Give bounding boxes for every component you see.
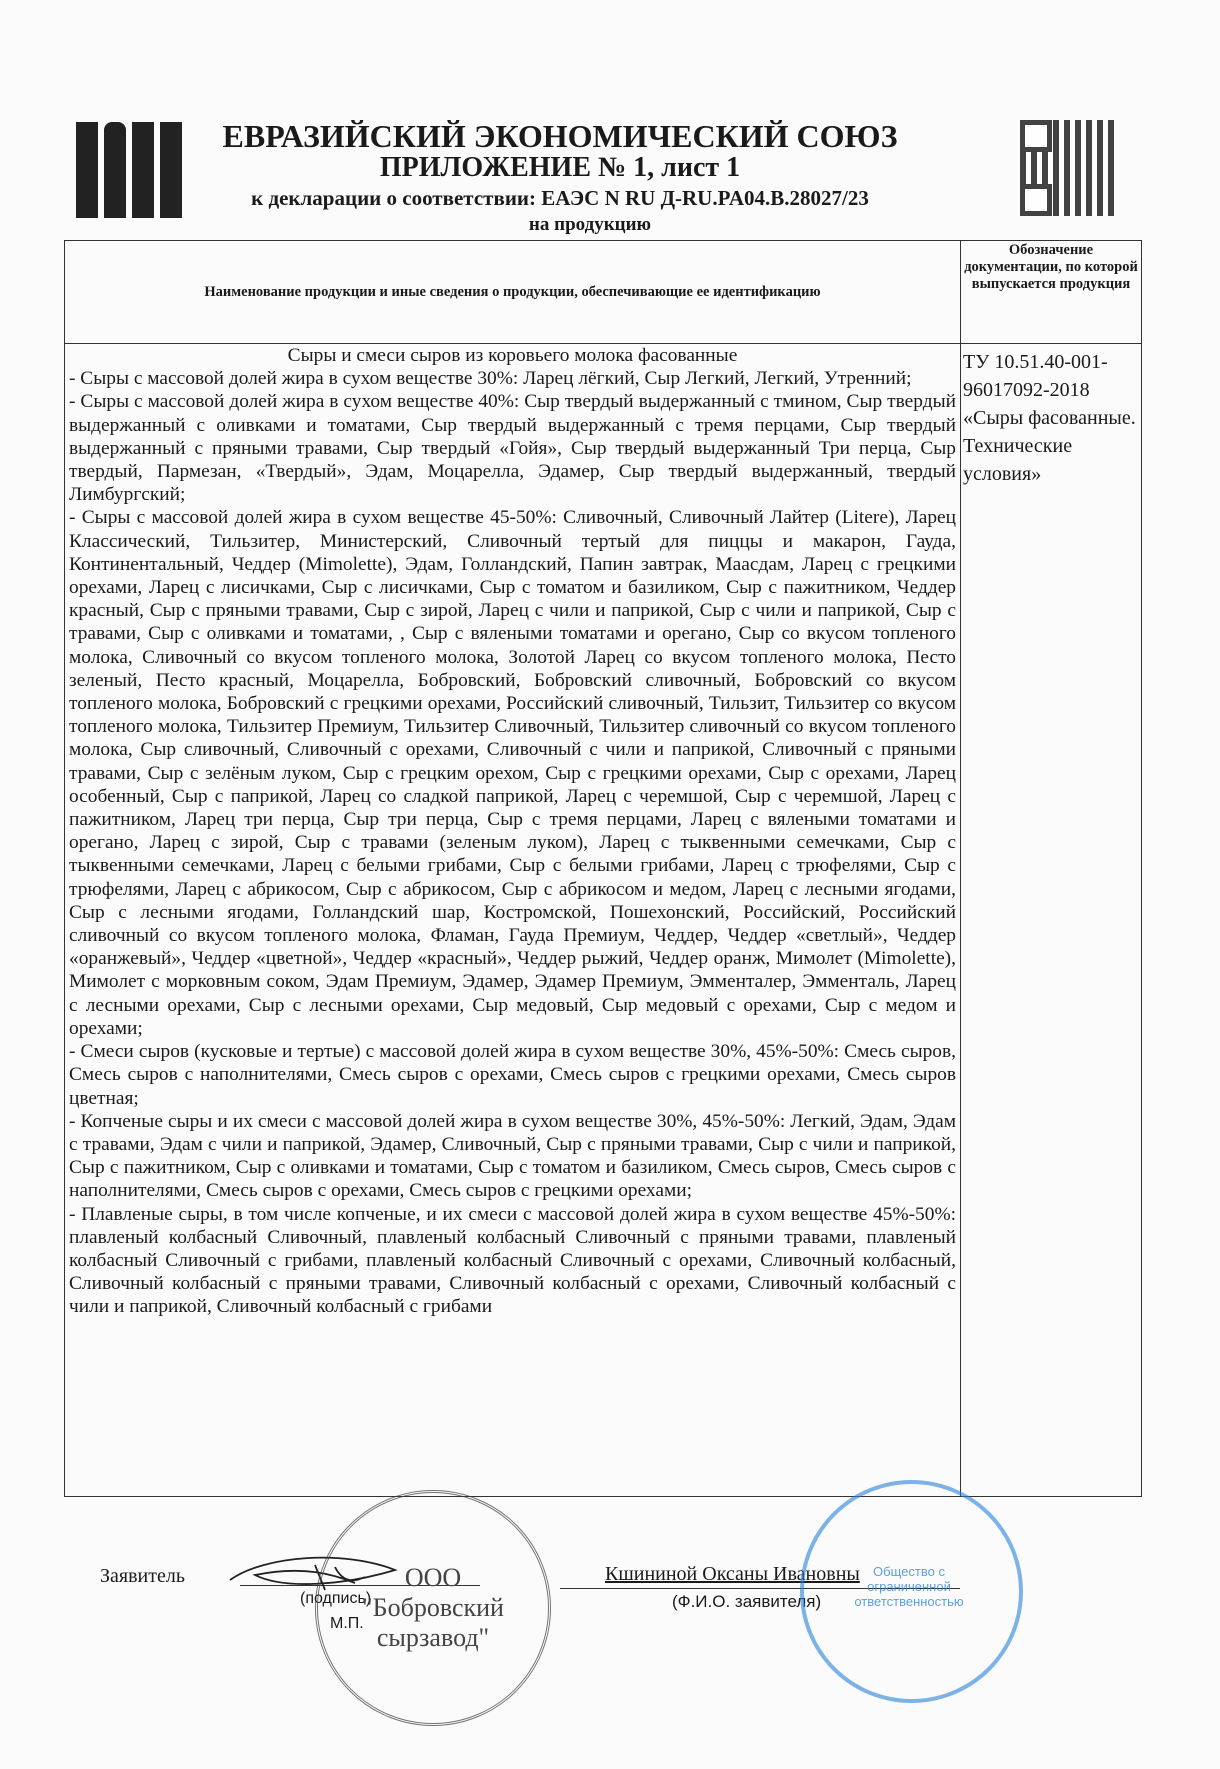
declaration-number: к декларации о соответствии: ЕАЭС N RU Д-RU.PA04.B.28027/23 <box>251 186 869 210</box>
applicant-label: Заявитель <box>100 1565 185 1587</box>
products-description <box>65 344 961 1497</box>
product-item: - Сыры с массовой долей жира в сухом веществе 40%: Сыр твердый выдержанный с тмином, Сыр твердый выдержанный с оливками и томатами, Сыр твердый выдержанный с тремя перцами, Сыр твердый выдержанный с пряными травами, Сыр твердый «Гойя», Сыр твердый выдержанный Три перца, Сыр твердый, Пармезан, «Твердый», Эдам, Моцарелла, Эдамер, Сыр твердый выдержанный, твердый Лимбургский; <box>69 391 956 506</box>
documentation-reference: ТУ 10.51.40-001-96017092-2018 «Сыры фасованные. Технические условия» <box>961 344 1142 1497</box>
product-item: - Сыры с массовой долей жира в сухом веществе 30%: Ларец лёгкий, Сыр Легкий, Легкий, Утренний; <box>69 368 912 390</box>
qr-code <box>1020 120 1116 216</box>
product-item: - Копченые сыры и их смеси с массовой долей жира в сухом веществе 30%, 45%-50%: Легкий, Эдам, Эдам с травами, Эдам с чили и паприкой, Эдамер, Сливочный, Сыр с пряными травами, Сыр с чили и паприкой, Сыр с пажитником, Сыр с оливками и томатами, Сыр с томатом и базиликом, Смесь сыров, Смесь сыров с наполнителями, Смесь сыров с орехами, Смесь сыров с грецкими орехами; <box>69 1110 956 1202</box>
subtitle: на продукцию <box>528 214 652 235</box>
signature-caption: (подпись) <box>300 1590 372 1607</box>
products-table <box>64 240 1142 1497</box>
name-caption: (Ф.И.О. заявителя) <box>672 1592 822 1611</box>
certifier-stamp: Общество с ограниченной ответственностью <box>800 1480 1023 1703</box>
products-title: Сыры и смеси сыров из коровьего молока фасованные <box>287 345 738 366</box>
eac-logo <box>76 122 186 218</box>
appendix-title: ПРИЛОЖЕНИЕ № 1, лист 1 <box>379 152 741 183</box>
col1-header: Наименование продукции и иные сведения о продукции, обеспечивающие ее идентификацию <box>65 241 961 344</box>
col2-header: Обозначение документации, по которой выпускается продукция <box>961 241 1142 344</box>
company-stamp: ООО "Бобровский сырзавод" <box>315 1490 551 1726</box>
product-item: - Сыры с массовой долей жира в сухом веществе 45-50%: Сливочный, Сливочный Лайтер (Litere), Ларец Классический, Тильзитер, Министерский, Сливочный тертый для пиццы и макарон, Гауда, Континентальный, Чеддер (Mimolette), Эдам, Голландский, Папин завтрак, Маасдам, Ларец с грецкими орехами, Ларец с лисичками, Сыр с лисичками, Сыр с томатом и базиликом, Сыр с пажитником, Чеддер красный, Сыр с пряными травами, Сыр с зирой, Ларец с чили и паприкой, Сыр с чили и паприкой, Сыр с травами, Сыр с оливками и томатами, , Сыр с вялеными томатами и орегано, Сыр со вкусом топленого молока, Сливочный со вкусом топленого молока, Золотой Ларец со вкусом топленого молока, Песто зеленый, Песто красный, Моцарелла, Бобровский, Бобровский сливочный, Бобровский со вкусом топленого молока, Бобровский с грецкими орехами, Российский сливочный, Тильзит, Тильзитер со вкусом топленого молока, Тильзитер Премиум, Тильзитер Сливочный, Тильзитер сливочный со вкусом топленого молока, Сыр сливочный, Сливочный с орехами, Сливочный с чили и паприкой, Сливочный с пряными травами, Сыр с зелёным луком, Сыр с грецким орехом, Сыр с грецкими орехами, Сыр с орехами, Ларец особенный, Сыр с паприкой, Ларец со сладкой паприкой, Ларец с черемшой, Сыр с черемшой, Ларец с пажитником, Ларец три перца, Сыр три перца, Сыр с тремя перцами, Ларец с вялеными томатами и орегано, Ларец с зирой, Сыр с травами (зеленым луком), Ларец с тыквенными семечками, Сыр с тыквенными семечками, Ларец с белыми грибами, Сыр с белыми грибами, Ларец с трюфелями, Сыр с трюфелями, Ларец с абрикосом, Сыр с абрикосом, Сыр с абрикосом и медом, Ларец с лесными ягодами, Сыр с лесными ягодами, Голландский шар, Костромской, Пошехонский, Российский, Российский сливочный со вкусом топленого молока, Фламан, Гауда Премиум, Чеддер, Чеддер «светлый», Чеддер «оранжевый», Чеддер «цветной», Чеддер «красный», Чеддер рыжий, Чеддер оранж, Мимолет (Mimolette), Мимолет с морковным соком, Эдам Премиум, Эдамер, Эдамер Премиум, Эмменталер, Эмменталь, Ларец с лесными орехами, Сыр с лесными орехами, Сыр медовый, Сыр медовый с орехами, Сыр с медом и орехами; <box>69 507 956 1039</box>
product-item: - Плавленые сыры, в том числе копченые, и их смеси с массовой долей жира в сухом веществе 45%-50%: плавленый колбасный Сливочный, плавленый колбасный Сливочный с пряными травами, плавленый колбасный Сливочный с грибами, плавленый колбасный Сливочный с орехами, Сливочный колбасный, Сливочный колбасный с пряными травами, Сливочный колбасный с орехами, Сливочный колбасный с чили и паприкой, Сливочный колбасный с грибами <box>69 1203 956 1318</box>
union-title: ЕВРАЗИЙСКИЙ ЭКОНОМИЧЕСКИЙ СОЮЗ <box>222 118 898 154</box>
product-item: - Смеси сыров (кусковые и тертые) с массовой долей жира в сухом веществе 30%, 45%-50%: Смесь сыров, Смесь сыров с наполнителями, Смесь сыров с орехами, Смесь сыров с грецкими орехами, Смесь сыров цветная; <box>69 1041 956 1109</box>
applicant-name: Кшининой Оксаны Ивановны <box>605 1563 860 1585</box>
mp-label: М.П. <box>330 1615 364 1632</box>
